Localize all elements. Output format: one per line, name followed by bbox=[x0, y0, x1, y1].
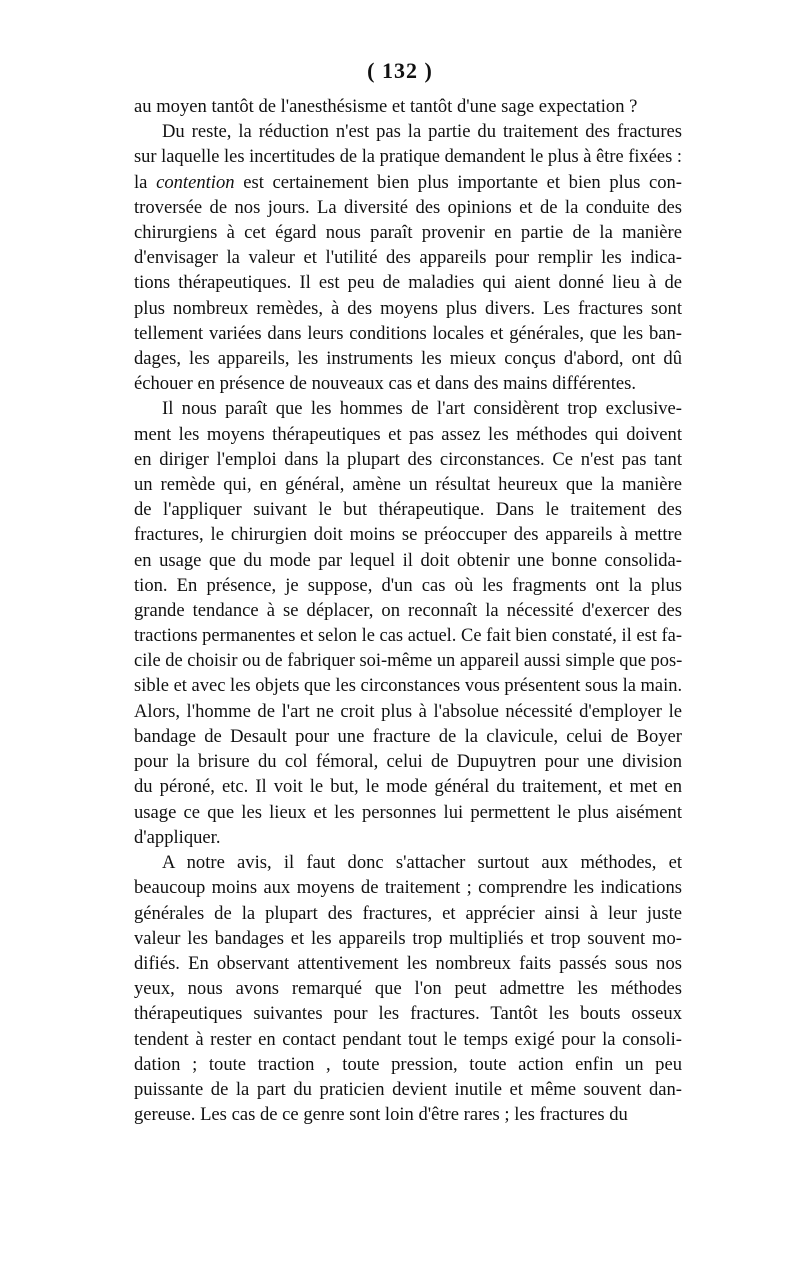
paragraph bbox=[134, 850, 682, 1127]
text-line: difiés. En observant attentivement les nombreux faits passés sous nos bbox=[134, 952, 682, 974]
text-line: puissante de la part du praticien devient inutile et même souvent dan- bbox=[134, 1078, 682, 1100]
paragraph bbox=[134, 396, 682, 850]
text-line: Du reste, la réduction n'est pas la partie du traitement des fractures bbox=[162, 121, 682, 143]
text-line: au moyen tantôt de l'anesthésisme et tantôt d'une sage expectation ? bbox=[134, 96, 638, 117]
text-line: plus nombreux remèdes, à des moyens plus divers. Les fractures sont bbox=[134, 297, 682, 319]
text-line: Alors, l'homme de l'art ne croit plus à l'absolue nécessité d'employer le bbox=[134, 700, 682, 722]
text-line: tendent à rester en contact pendant tout le temps exigé pour la consoli- bbox=[134, 1028, 682, 1050]
text-line: dages, les appareils, les instruments les mieux conçus d'abord, ont dû bbox=[134, 348, 682, 370]
text-line: pour la brisure du col fémoral, celui de Dupuytren pour une division bbox=[134, 751, 682, 773]
text-line: du péroné, etc. Il voit le but, le mode général du traitement, et met en bbox=[134, 776, 682, 798]
text-line: tions thérapeutiques. Il est peu de maladies qui aient donné lieu à de bbox=[134, 272, 682, 294]
text-line: d'appliquer. bbox=[134, 826, 221, 848]
text-line: sible et avec les objets que les circonstances vous présentent sous la main. bbox=[134, 675, 683, 696]
text-line: beaucoup moins aux moyens de traitement ; comprendre les indications bbox=[134, 877, 682, 899]
emphasized-word: contention bbox=[156, 171, 235, 193]
page-number: ( 132 ) bbox=[367, 58, 433, 83]
text-line: sur laquelle les incertitudes de la pratique demandent le plus à être fixées : bbox=[134, 146, 682, 167]
text-line: tion. En présence, je suppose, d'un cas où les fragments ont la plus bbox=[134, 574, 682, 596]
text-line: échouer en présence de nouveaux cas et dans des mains différentes. bbox=[134, 373, 636, 395]
text-line: tellement variées dans leurs conditions locales et générales, que les ban- bbox=[134, 322, 682, 344]
text-line: yeux, nous avons remarqué que l'on peut admettre les méthodes bbox=[134, 978, 682, 1000]
paragraph bbox=[134, 119, 682, 396]
body-text bbox=[134, 94, 682, 1127]
text-line: usage ce que les lieux et les personnes lui permettent le plus aisément bbox=[134, 801, 682, 823]
text-line: ment les moyens thérapeutiques et pas assez les méthodes qui doivent bbox=[134, 423, 682, 445]
text-line: fractures, le chirurgien doit moins se préoccuper des appareils à mettre bbox=[134, 524, 682, 546]
paragraph bbox=[134, 94, 682, 119]
text-line: tractions permanentes et selon le cas actuel. Ce fait bien constaté, il est fa- bbox=[134, 625, 682, 646]
text-line: troversée de nos jours. La diversité des opinions et de la conduite des bbox=[134, 196, 682, 218]
text-line: gereuse. Les cas de ce genre sont loin d'être rares ; les fractures du bbox=[134, 1104, 628, 1126]
text-line: dation ; toute traction , toute pression, toute action enfin un peu bbox=[134, 1053, 682, 1075]
text-line: un remède qui, en général, amène un résultat heureux que la manière bbox=[134, 474, 682, 496]
text-line: en diriger l'emploi dans la plupart des circonstances. Ce n'est pas tant bbox=[134, 448, 682, 470]
text-line: générales de la plupart des fractures, et apprécier ainsi à leur juste bbox=[134, 902, 682, 924]
text-line: grande tendance à se déplacer, on reconnaît la nécessité d'exercer des bbox=[134, 600, 682, 622]
text-line: A notre avis, il faut donc s'attacher surtout aux méthodes, et bbox=[162, 852, 682, 874]
text-line: Il nous paraît que les hommes de l'art considèrent trop exclusive- bbox=[162, 398, 682, 420]
text-line: thérapeutiques suivantes pour les fractures. Tantôt les bouts osseux bbox=[134, 1003, 682, 1025]
text-line: la contention est certainement bien plus importante et bien plus con- bbox=[134, 171, 682, 193]
text-line: de l'appliquer suivant le but thérapeutique. Dans le traitement des bbox=[134, 499, 682, 521]
text-line: d'envisager la valeur et l'utilité des appareils pour remplir les indica- bbox=[134, 247, 682, 269]
text-line: valeur les bandages et les appareils trop multipliés et trop souvent mo- bbox=[134, 927, 682, 949]
text-line: cile de choisir ou de fabriquer soi-même un appareil aussi simple que pos- bbox=[134, 650, 683, 671]
text-line: en usage que du mode par lequel il doit obtenir une bonne consolida- bbox=[134, 549, 682, 571]
text-line: chirurgiens à cet égard nous paraît provenir en partie de la manière bbox=[134, 222, 682, 244]
text-line: bandage de Desault pour une fracture de la clavicule, celui de Boyer bbox=[134, 726, 682, 748]
